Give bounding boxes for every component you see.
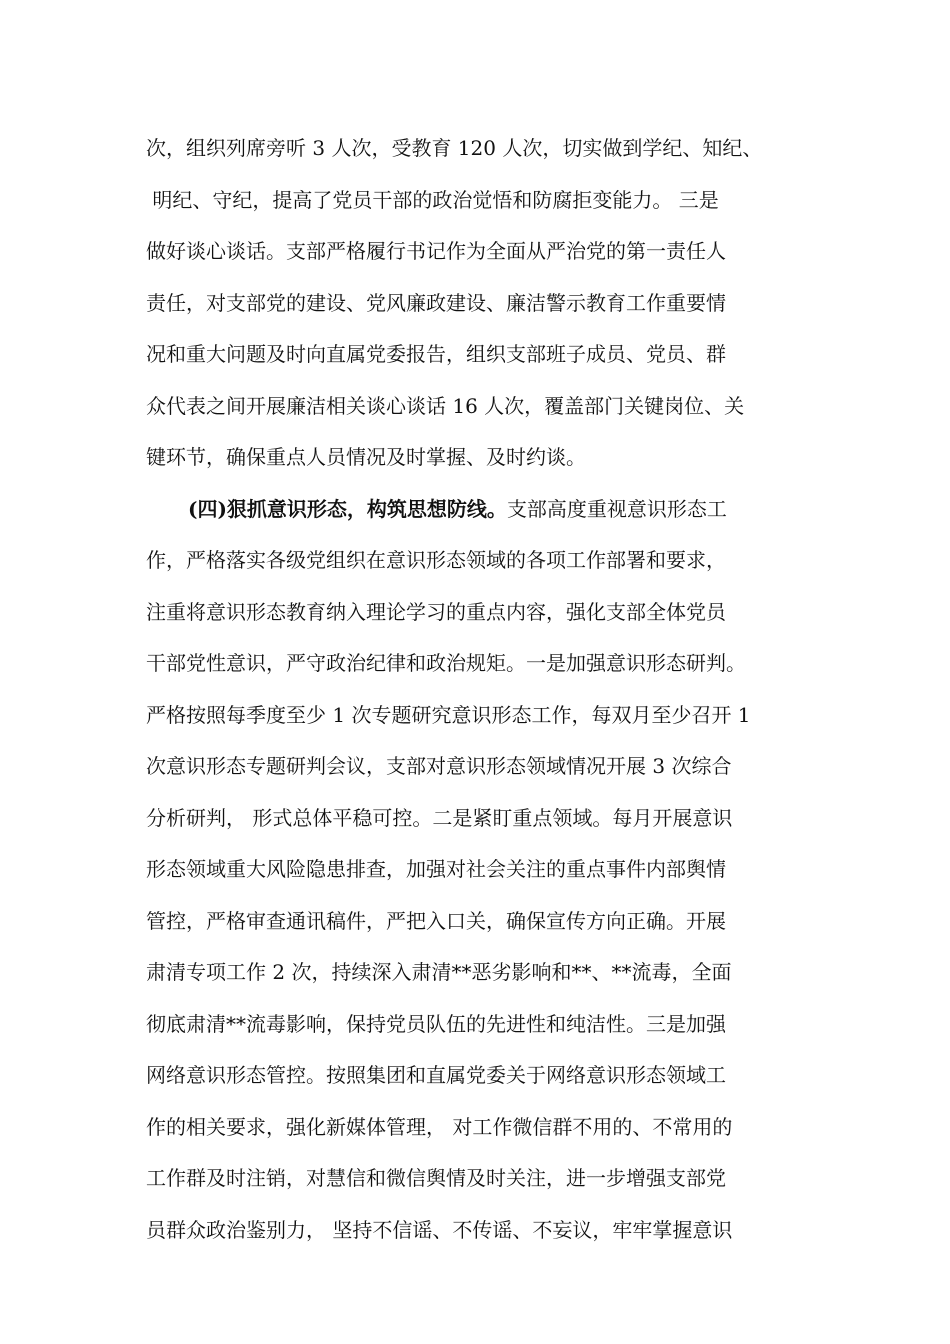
text-line: 作的相关要求，强化新媒体管理， 对工作微信群不用的、不常用的 <box>146 1115 733 1139</box>
section-heading: (四)狠抓意识形态，构筑思想防线。 <box>188 497 507 521</box>
text-line: 肃清专项工作 2 次，持续深入肃清**恶劣影响和**、**流毒，全面 <box>146 960 732 984</box>
text-line: 工作群及时注销，对慧信和微信舆情及时关注，进一步增强支部党 <box>146 1166 726 1190</box>
text-line: 况和重大问题及时向直属党委报告，组织支部班子成员、党员、群 <box>146 342 726 366</box>
section-heading-line <box>188 489 826 529</box>
section-heading-rest: 支部高度重视意识形态工 <box>506 497 727 521</box>
text-line: 明纪、守纪，提高了党员干部的政治觉悟和防腐拒变能力。 三是 <box>146 188 719 212</box>
text-line: 次，组织列席旁听 3 人次，受教育 120 人次，切实做到学纪、知纪、 <box>146 136 763 160</box>
text-line: 网络意识形态管控。按照集团和直属党委关于网络意识形态领域工 <box>146 1063 726 1087</box>
text-line: 员群众政治鉴别力， 坚持不信谣、不传谣、不妄议，牢牢掌握意识 <box>146 1218 733 1242</box>
text-line: 作，严格落实各级党组织在意识形态领域的各项工作部署和要求， <box>146 548 726 572</box>
text-line: 严格按照每季度至少 1 次专题研究意识形态工作，每双月至少召开 1 <box>146 703 751 727</box>
text-line: 次意识形态专题研判会议，支部对意识形态领域情况开展 3 次综合 <box>146 754 732 778</box>
text-line: 分析研判， 形式总体平稳可控。二是紧盯重点领域。每月开展意识 <box>146 806 733 830</box>
text-line: 做好谈心谈话。支部严格履行书记作为全面从严治党的第一责任人 <box>146 239 726 263</box>
text-line: 键环节，确保重点人员情况及时掌握、及时约谈。 <box>146 445 586 469</box>
text-line: 注重将意识形态教育纳入理论学习的重点内容，强化支部全体党员 <box>146 600 726 624</box>
text-line: 彻底肃清**流毒影响，保持党员队伍的先进性和纯洁性。三是加强 <box>146 1012 726 1036</box>
text-line: 形态领域重大风险隐患排查，加强对社会关注的重点事件内部舆情 <box>146 857 726 881</box>
text-line: 众代表之间开展廉洁相关谈心谈话 16 人次，覆盖部门关键岗位、关 <box>146 394 745 418</box>
text-line: 管控，严格审查通讯稿件，严把入口关，确保宣传方向正确。开展 <box>146 909 726 933</box>
text-line: 干部党性意识，严守政治纪律和政治规矩。一是加强意识形态研判。 <box>146 651 746 675</box>
text-line: 责任，对支部党的建设、党风廉政建设、廉洁警示教育工作重要情 <box>146 291 726 315</box>
